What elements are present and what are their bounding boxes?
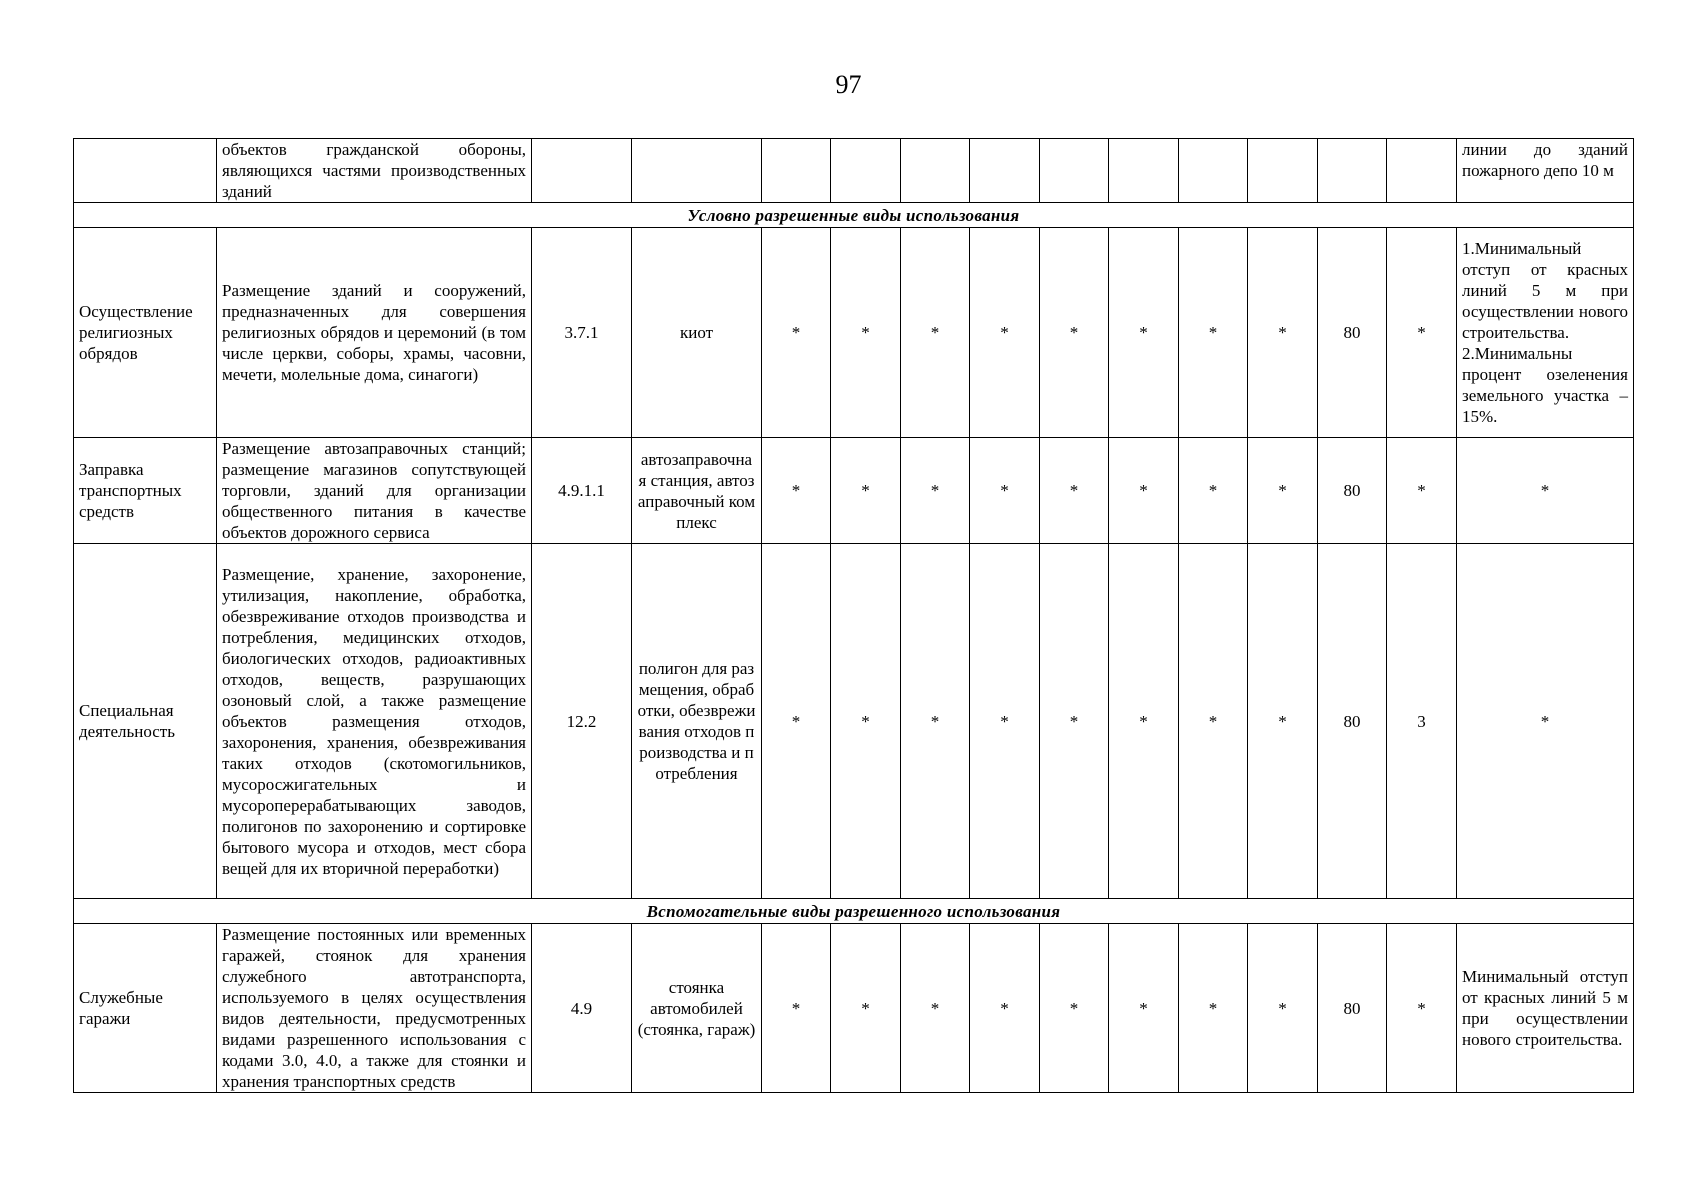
name-cell	[74, 139, 217, 203]
value-cell: *	[1040, 438, 1109, 544]
value-cell: *	[1040, 228, 1109, 438]
page-number: 97	[835, 70, 862, 99]
value-cell: *	[1179, 228, 1248, 438]
value-cell: *	[1109, 438, 1179, 544]
value-cell: *	[831, 924, 901, 1093]
value-cell: *	[831, 544, 901, 899]
object-cell: полигон для размещения, обработки, обезвреживания отходов производства и потребления	[632, 544, 762, 899]
value-cell: *	[1248, 924, 1318, 1093]
value-cell: *	[901, 228, 970, 438]
description-cell: Размещение постоянных или временных гаражей, стоянок для хранения служебного автотранспорта, используемого в целях осуществления видов деятельности, предусмотренных видами разрешенного использования с кодами 3.0, 4.0, а также для стоянки и хранения транспортных средств	[217, 924, 532, 1093]
value-cell: *	[1248, 228, 1318, 438]
value-cell: *	[1109, 228, 1179, 438]
name-cell: Специальная деятельность	[74, 544, 217, 899]
value-cell: *	[762, 544, 831, 899]
code-cell: 3.7.1	[532, 228, 632, 438]
value-cell: *	[1179, 924, 1248, 1093]
value-cell: *	[970, 438, 1040, 544]
value-cell: *	[901, 438, 970, 544]
notes-cell: *	[1457, 544, 1634, 899]
section-header	[74, 203, 1634, 228]
notes-cell: 1.Минимальный отступ от красных линий 5 м при осуществлении нового строительства. 2.Минимальны процент озеленения земельного участка – 15%.	[1457, 228, 1634, 438]
value-cell: 80	[1318, 544, 1387, 899]
notes-cell: *	[1457, 438, 1634, 544]
value-cell: *	[1387, 228, 1457, 438]
value-cell: *	[1109, 544, 1179, 899]
table-row	[74, 924, 1634, 1093]
value-cell: *	[762, 438, 831, 544]
value-cell: *	[901, 924, 970, 1093]
value-cell: *	[1109, 924, 1179, 1093]
object-cell: автозаправочная станция, автозаправочный комплекс	[632, 438, 762, 544]
description-cell: Размещение автозаправочных станций; размещение магазинов сопутствующей торговли, зданий для организации общественного питания в качестве объектов дорожного сервиса	[217, 438, 532, 544]
value-cell: 80	[1318, 924, 1387, 1093]
table-row	[74, 544, 1634, 899]
table-row	[74, 139, 1634, 203]
section-title-conditional: Условно разрешенные виды использования	[74, 203, 1634, 228]
value-cell: *	[901, 544, 970, 899]
object-cell: киот	[632, 228, 762, 438]
value-cell: *	[1387, 924, 1457, 1093]
code-cell: 4.9	[532, 924, 632, 1093]
value-cell: *	[1248, 544, 1318, 899]
value-cell: *	[1040, 544, 1109, 899]
value-cell: *	[831, 438, 901, 544]
notes-cell: линии до зданий пожарного депо 10 м	[1457, 139, 1634, 203]
value-cell: *	[1179, 544, 1248, 899]
name-cell: Осуществление религиозных обрядов	[74, 228, 217, 438]
table-row	[74, 228, 1634, 438]
name-cell: Заправка транспортных средств	[74, 438, 217, 544]
value-cell: *	[970, 228, 1040, 438]
value-cell: 80	[1318, 438, 1387, 544]
description-cell: Размещение, хранение, захоронение, утилизация, накопление, обработка, обезвреживание отходов производства и потребления, медицинских отходов, биологических отходов, радиоактивных отходов, веществ, разрушающих озоновый слой, а также размещение объектов размещения отходов, захоронения, хранения, обезвреживания таких отходов (скотомогильников, мусоросжигательных и мусороперерабатывающих заводов, полигонов по захоронению и сортировке бытового мусора и отходов, мест сбора вещей для их вторичной переработки)	[217, 544, 532, 899]
description-cell: Размещение зданий и сооружений, предназначенных для совершения религиозных обрядов и церемоний (в том числе церкви, соборы, храмы, часовни, мечети, молельные дома, синагоги)	[217, 228, 532, 438]
table-row	[74, 438, 1634, 544]
value-cell: 3	[1387, 544, 1457, 899]
description-cell: объектов гражданской обороны, являющихся частями производственных зданий	[217, 139, 532, 203]
value-cell: *	[970, 924, 1040, 1093]
value-cell: 80	[1318, 228, 1387, 438]
value-cell: *	[762, 924, 831, 1093]
name-cell: Служебные гаражи	[74, 924, 217, 1093]
value-cell: *	[1387, 438, 1457, 544]
value-cell: *	[1179, 438, 1248, 544]
code-cell: 12.2	[532, 544, 632, 899]
value-cell: *	[1248, 438, 1318, 544]
section-header	[74, 899, 1634, 924]
section-title-auxiliary: Вспомогательные виды разрешенного использования	[74, 899, 1634, 924]
zoning-table	[73, 138, 1634, 1093]
value-cell: *	[970, 544, 1040, 899]
object-cell: стоянка автомобилей (стоянка, гараж)	[632, 924, 762, 1093]
code-cell: 4.9.1.1	[532, 438, 632, 544]
value-cell: *	[831, 228, 901, 438]
value-cell: *	[762, 228, 831, 438]
notes-cell: Минимальный отступ от красных линий 5 м при осуществлении нового строительства.	[1457, 924, 1634, 1093]
value-cell: *	[1040, 924, 1109, 1093]
